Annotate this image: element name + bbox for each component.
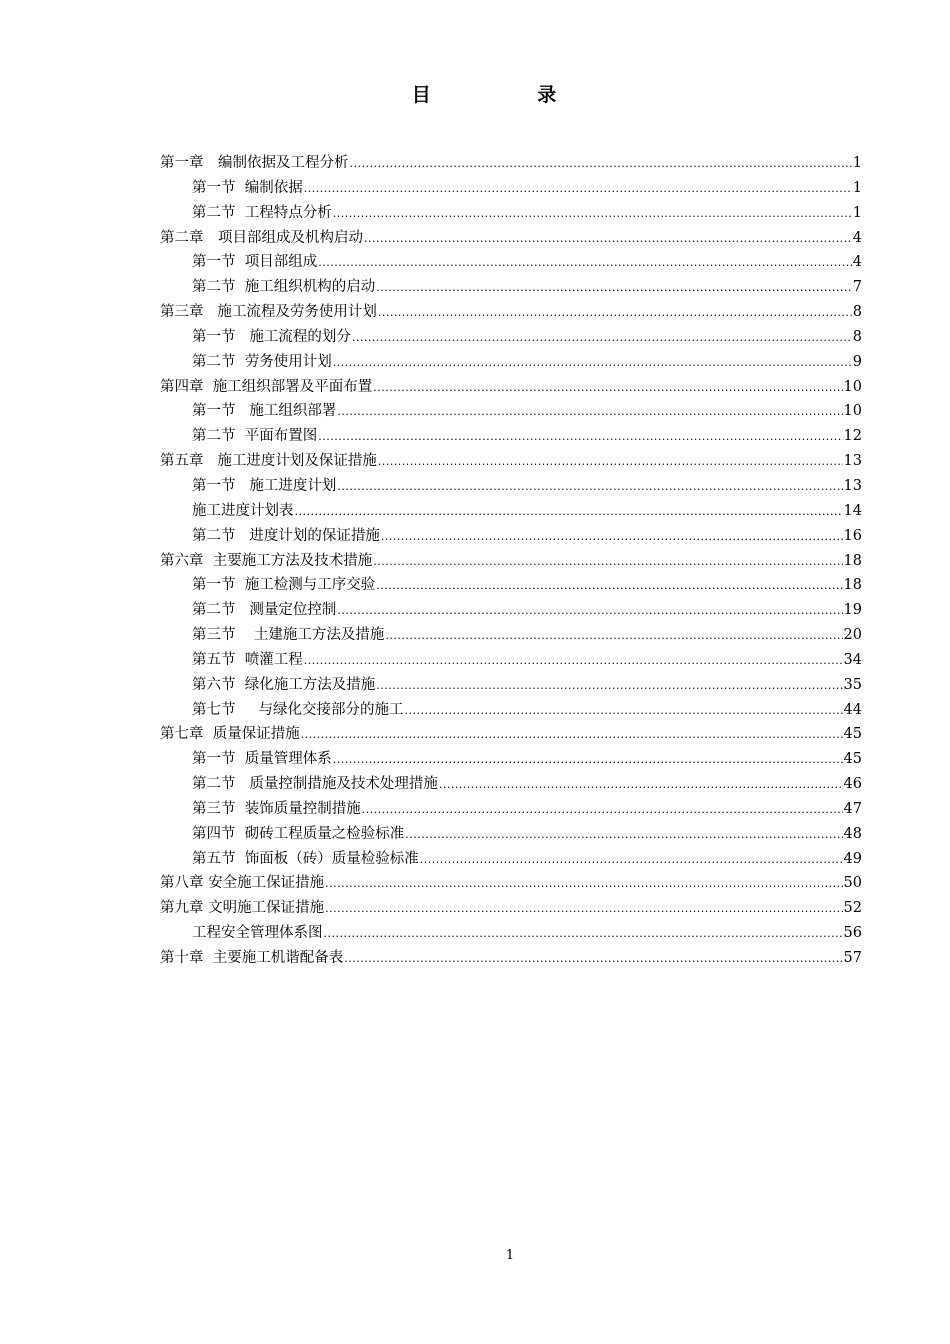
toc-chapter-entry[interactable] bbox=[160, 151, 862, 176]
toc-entry-label: 第六章 主要施工方法及技术措施 bbox=[160, 552, 373, 569]
page-number: 1 bbox=[505, 1248, 515, 1263]
toc-entry-label: 第四章 施工组织部署及平面布置 bbox=[160, 378, 373, 395]
toc-section-entry[interactable] bbox=[160, 474, 862, 499]
toc-dot-leader bbox=[333, 748, 843, 773]
toc-entry-label: 第一节 质量管理体系 bbox=[192, 751, 332, 768]
toc-chapter-entry[interactable] bbox=[160, 896, 862, 921]
toc-section-entry[interactable] bbox=[160, 176, 862, 201]
toc-entry-label: 第十章 主要施工机谐配备表 bbox=[160, 950, 344, 966]
toc-entry-label: 第一节 施工检测与工序交验 bbox=[192, 577, 376, 594]
toc-section-entry[interactable] bbox=[160, 847, 862, 872]
toc-entry-label: 第六节 绿化施工方法及措施 bbox=[192, 676, 376, 693]
toc-entry-page: 56 bbox=[843, 925, 862, 942]
toc-section-entry[interactable] bbox=[160, 673, 862, 698]
toc-entry-label: 第五节 饰面板（砖）质量检验标准 bbox=[192, 850, 419, 867]
toc-entry-page: 49 bbox=[843, 850, 862, 867]
toc-section-entry[interactable] bbox=[160, 598, 862, 623]
toc-entry-label: 第九章 文明施工保证措施 bbox=[160, 900, 325, 917]
toc-title: 目 录 bbox=[411, 84, 607, 106]
toc-entry-page: 10 bbox=[843, 403, 862, 420]
toc-entry-page: 45 bbox=[843, 726, 862, 743]
toc-dot-leader bbox=[304, 649, 843, 674]
toc-section-entry[interactable] bbox=[160, 499, 862, 524]
toc-entry-label: 第二节 测量定位控制 bbox=[192, 602, 337, 619]
toc-entry-label: 工程安全管理体系图 bbox=[192, 925, 323, 942]
toc-entry-page: 18 bbox=[843, 577, 862, 594]
toc-dot-leader bbox=[324, 922, 843, 947]
toc-chapter-entry[interactable] bbox=[160, 375, 862, 400]
toc-entry-page: 48 bbox=[843, 825, 862, 842]
toc-dot-leader bbox=[362, 798, 843, 823]
toc-chapter-entry[interactable] bbox=[160, 549, 862, 574]
toc-dot-leader bbox=[364, 227, 852, 252]
toc-dot-leader bbox=[385, 624, 842, 649]
toc-entry-label: 第二节 工程特点分析 bbox=[192, 204, 332, 221]
toc-dot-leader bbox=[420, 848, 843, 873]
toc-entry-label: 第一节 编制依据 bbox=[192, 179, 303, 196]
toc-section-entry[interactable] bbox=[160, 524, 862, 549]
toc-entry-page: 35 bbox=[843, 676, 862, 693]
toc-entry-label: 施工进度计划表 bbox=[192, 502, 294, 519]
toc-chapter-entry[interactable] bbox=[160, 871, 862, 896]
toc-dot-leader bbox=[337, 400, 842, 425]
toc-entry-label: 第八章 安全施工保证措施 bbox=[160, 875, 325, 892]
toc-section-entry[interactable] bbox=[160, 822, 862, 847]
toc-section-entry[interactable] bbox=[160, 201, 862, 226]
toc-entry-page: 19 bbox=[843, 602, 862, 619]
toc-dot-leader bbox=[376, 674, 842, 699]
toc-entry-label: 第一节 施工流程的划分 bbox=[192, 328, 351, 345]
toc-section-entry[interactable] bbox=[160, 424, 862, 449]
toc-entry-page: 20 bbox=[843, 627, 862, 644]
toc-entry-page: 10 bbox=[843, 378, 862, 395]
toc-dot-leader bbox=[352, 326, 852, 351]
toc-dot-leader bbox=[378, 450, 843, 475]
toc-entry-page: 13 bbox=[843, 477, 862, 494]
toc-dot-leader bbox=[344, 947, 842, 972]
toc-entry-page: 47 bbox=[843, 800, 862, 817]
toc-entry-page: 8 bbox=[852, 304, 862, 321]
toc-chapter-entry[interactable] bbox=[160, 449, 862, 474]
toc-dot-leader bbox=[373, 376, 842, 401]
toc-section-entry[interactable] bbox=[160, 250, 862, 275]
toc-entry-label: 第二章 项目部组成及机构启动 bbox=[160, 229, 363, 246]
toc-entry-page: 1 bbox=[852, 204, 862, 221]
toc-entry-label: 第二节 质量控制措施及技术处理措施 bbox=[192, 776, 438, 793]
toc-section-entry[interactable] bbox=[160, 399, 862, 424]
toc-entry-label: 第七节 与绿化交接部分的施工 bbox=[192, 701, 404, 718]
toc-dot-leader bbox=[405, 699, 843, 724]
toc-entry-page: 1 bbox=[852, 155, 862, 171]
toc-entry-page: 12 bbox=[843, 428, 862, 445]
toc-section-entry[interactable] bbox=[160, 350, 862, 375]
toc-dot-leader bbox=[337, 475, 842, 500]
toc-dot-leader bbox=[304, 177, 852, 202]
toc-entry-label: 第二节 平面布置图 bbox=[192, 428, 318, 445]
toc-chapter-entry[interactable] bbox=[160, 722, 862, 747]
toc-entry-label: 第三节 土建施工方法及措施 bbox=[192, 627, 385, 644]
toc-entry-page: 4 bbox=[852, 229, 862, 246]
toc-entry-label: 第七章 质量保证措施 bbox=[160, 726, 300, 743]
toc-chapter-entry[interactable] bbox=[160, 946, 862, 971]
toc-dot-leader bbox=[373, 550, 842, 575]
toc-dot-leader bbox=[318, 251, 852, 276]
toc-entry-page: 16 bbox=[843, 527, 862, 544]
toc-entry-page: 34 bbox=[843, 651, 862, 668]
toc-dot-leader bbox=[350, 152, 852, 177]
toc-entry-page: 7 bbox=[852, 279, 862, 296]
toc-section-entry[interactable] bbox=[160, 275, 862, 300]
table-of-contents bbox=[160, 151, 862, 971]
toc-entry-label: 第一节 项目部组成 bbox=[192, 254, 318, 271]
toc-entry-label: 第二节 进度计划的保证措施 bbox=[192, 527, 380, 544]
toc-entry-label: 第二节 施工组织机构的启动 bbox=[192, 279, 376, 296]
toc-entry-label: 第五章 施工进度计划及保证措施 bbox=[160, 453, 377, 470]
toc-dot-leader bbox=[405, 823, 842, 848]
toc-entry-label: 第一章 编制依据及工程分析 bbox=[160, 155, 349, 171]
toc-entry-page: 8 bbox=[852, 328, 862, 345]
toc-dot-leader bbox=[439, 773, 843, 798]
toc-dot-leader bbox=[325, 897, 842, 922]
toc-dot-leader bbox=[325, 872, 842, 897]
toc-entry-page: 46 bbox=[843, 776, 862, 793]
toc-section-entry[interactable] bbox=[160, 325, 862, 350]
toc-chapter-entry[interactable] bbox=[160, 300, 862, 325]
toc-entry-label: 第一节 施工组织部署 bbox=[192, 403, 337, 420]
toc-dot-leader bbox=[318, 425, 842, 450]
toc-dot-leader bbox=[376, 574, 842, 599]
toc-entry-page: 18 bbox=[843, 552, 862, 569]
toc-section-entry[interactable] bbox=[160, 921, 862, 946]
toc-entry-page: 9 bbox=[852, 353, 862, 370]
toc-entry-page: 45 bbox=[843, 751, 862, 768]
toc-section-entry[interactable] bbox=[160, 797, 862, 822]
toc-entry-page: 14 bbox=[843, 502, 862, 519]
toc-entry-label: 第二节 劳务使用计划 bbox=[192, 353, 332, 370]
toc-dot-leader bbox=[378, 301, 852, 326]
toc-entry-label: 第一节 施工进度计划 bbox=[192, 477, 337, 494]
toc-entry-page: 50 bbox=[843, 875, 862, 892]
toc-entry-label: 第三章 施工流程及劳务使用计划 bbox=[160, 304, 377, 321]
toc-entry-label: 第五节 喷灌工程 bbox=[192, 651, 303, 668]
toc-dot-leader bbox=[337, 599, 842, 624]
toc-section-entry[interactable] bbox=[160, 747, 862, 772]
toc-section-entry[interactable] bbox=[160, 772, 862, 797]
toc-entry-page: 1 bbox=[852, 179, 862, 196]
toc-chapter-entry[interactable] bbox=[160, 226, 862, 251]
toc-dot-leader bbox=[333, 202, 852, 227]
toc-section-entry[interactable] bbox=[160, 623, 862, 648]
toc-entry-page: 4 bbox=[852, 254, 862, 271]
toc-entry-page: 52 bbox=[843, 900, 862, 917]
toc-dot-leader bbox=[381, 525, 843, 550]
toc-dot-leader bbox=[295, 500, 843, 525]
toc-section-entry[interactable] bbox=[160, 648, 862, 673]
toc-dot-leader bbox=[333, 351, 852, 376]
toc-dot-leader bbox=[376, 276, 852, 301]
toc-section-entry[interactable] bbox=[160, 573, 862, 598]
toc-section-entry[interactable] bbox=[160, 698, 862, 723]
toc-entry-page: 57 bbox=[843, 950, 862, 966]
toc-dot-leader bbox=[301, 723, 843, 748]
toc-entry-page: 13 bbox=[843, 453, 862, 470]
toc-entry-page: 44 bbox=[843, 701, 862, 718]
toc-entry-label: 第四节 砌砖工程质量之检验标准 bbox=[192, 825, 405, 842]
toc-entry-label: 第三节 装饰质量控制措施 bbox=[192, 800, 361, 817]
